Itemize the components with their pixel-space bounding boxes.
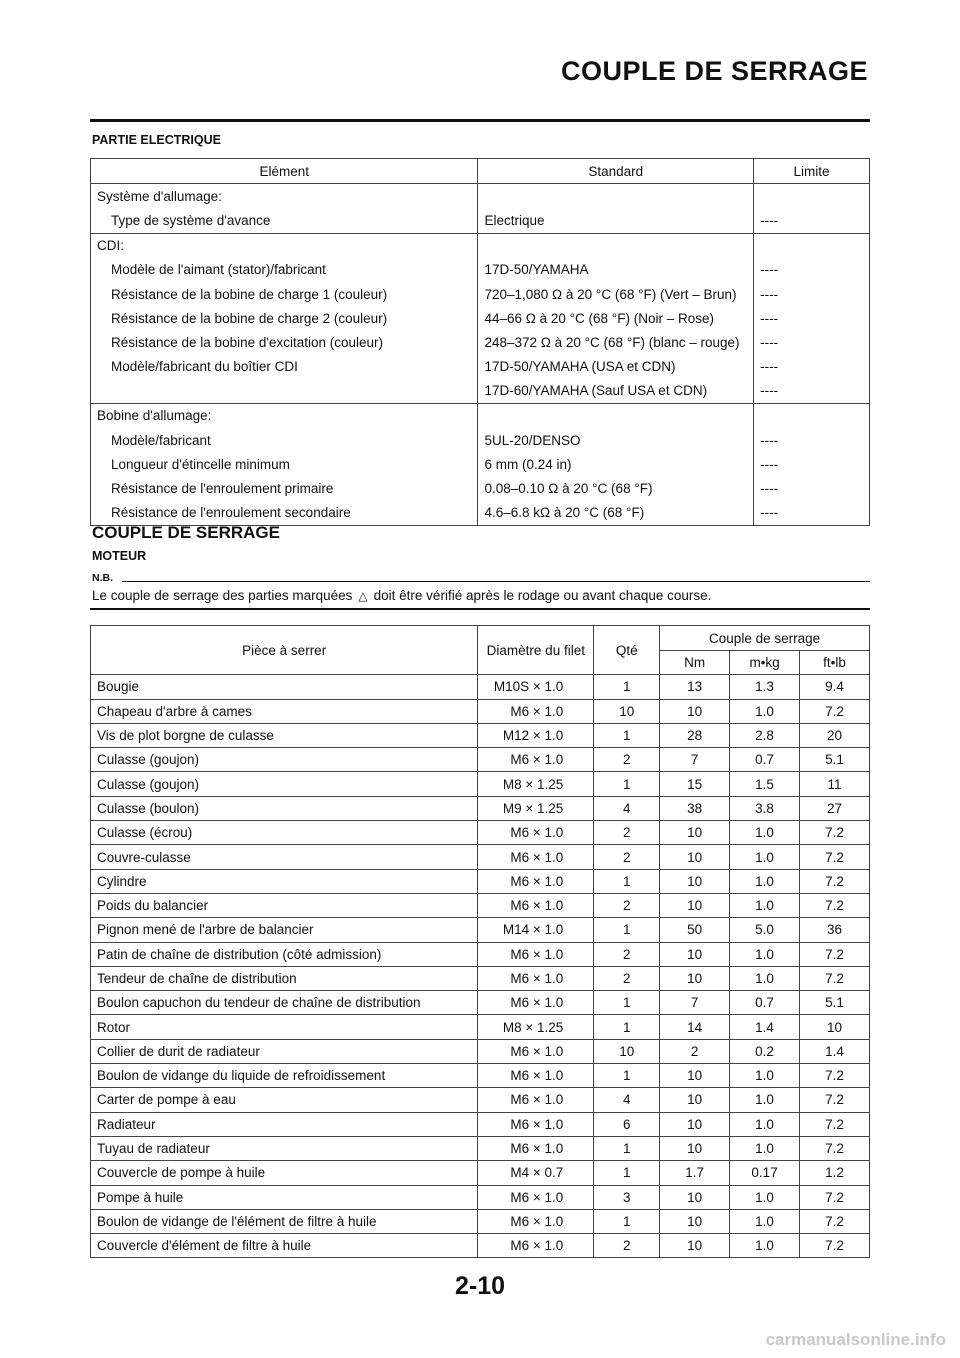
cell-standard [478, 403, 754, 428]
torque-table-row [91, 918, 870, 942]
cell-thread: M6 × 1.0 [478, 1112, 594, 1136]
cell-standard: 44–66 Ω à 20 °C (68 °F) (Noir – Rose) [478, 306, 754, 330]
note-text-before: Le couple de serrage des parties marquées [92, 588, 353, 603]
header-part: Pièce à serrer [91, 626, 478, 675]
cell-part: Couvercle de pompe à huile [91, 1161, 478, 1185]
cell-thread: M6 × 1.0 [478, 942, 594, 966]
cell-nm: 10 [660, 699, 730, 723]
electrical-table-row [91, 476, 870, 500]
cell-nm: 10 [660, 942, 730, 966]
torque-table-row [91, 1039, 870, 1063]
cell-ftlb: 1.4 [800, 1039, 870, 1063]
cell-ftlb: 7.2 [800, 966, 870, 990]
cell-mkg: 0.2 [730, 1039, 800, 1063]
cell-element: Résistance de la bobine de charge 1 (couleur) [91, 282, 478, 306]
cell-limit: ---- [754, 330, 870, 354]
cell-part: Pignon mené de l'arbre de balancier [91, 918, 478, 942]
note-label: N.B. [92, 572, 113, 584]
cell-qty: 10 [594, 699, 660, 723]
cell-limit [754, 184, 870, 209]
cell-mkg: 1.0 [730, 821, 800, 845]
cell-part: Boulon de vidange du liquide de refroidissement [91, 1064, 478, 1088]
cell-part: Culasse (goujon) [91, 772, 478, 796]
cell-mkg: 2.8 [730, 723, 800, 747]
cell-nm: 10 [660, 1136, 730, 1160]
cell-standard [478, 233, 754, 258]
cell-standard: Electrique [478, 208, 754, 233]
electrical-table-header [91, 159, 870, 184]
torque-table-row [91, 748, 870, 772]
cell-standard: 4.6–6.8 kΩ à 20 °C (68 °F) [478, 501, 754, 526]
cell-part: Boulon capuchon du tendeur de chaîne de distribution [91, 991, 478, 1015]
electrical-table-row [91, 379, 870, 404]
cell-standard: 248–372 Ω à 20 °C (68 °F) (blanc – rouge) [478, 330, 754, 354]
cell-thread: M6 × 1.0 [478, 748, 594, 772]
cell-thread: M10S × 1.0 [478, 675, 594, 699]
electrical-table-row [91, 184, 870, 209]
cell-ftlb: 7.2 [800, 1112, 870, 1136]
cell-nm: 10 [660, 966, 730, 990]
cell-nm: 2 [660, 1039, 730, 1063]
cell-qty: 2 [594, 893, 660, 917]
cell-ftlb: 27 [800, 796, 870, 820]
cell-mkg: 1.0 [730, 1185, 800, 1209]
cell-nm: 14 [660, 1015, 730, 1039]
cell-part: Culasse (écrou) [91, 821, 478, 845]
cell-nm: 38 [660, 796, 730, 820]
torque-table-row [91, 845, 870, 869]
header-nm: Nm [660, 651, 730, 675]
torque-table-row [91, 772, 870, 796]
cell-limit [754, 233, 870, 258]
cell-thread: M6 × 1.0 [478, 1234, 594, 1258]
header-standard: Standard [478, 159, 754, 184]
cell-qty: 1 [594, 1064, 660, 1088]
cell-qty: 1 [594, 723, 660, 747]
cell-nm: 7 [660, 991, 730, 1015]
torque-table-row [91, 1088, 870, 1112]
cell-ftlb: 7.2 [800, 1088, 870, 1112]
electrical-table-row [91, 452, 870, 476]
cell-element: Résistance de la bobine de charge 2 (couleur) [91, 306, 478, 330]
cell-mkg: 5.0 [730, 918, 800, 942]
cell-mkg: 0.7 [730, 748, 800, 772]
electrical-table-row [91, 501, 870, 526]
electrical-table-row [91, 428, 870, 452]
cell-element: Bobine d'allumage: [91, 403, 478, 428]
cell-ftlb: 7.2 [800, 1185, 870, 1209]
cell-thread: M6 × 1.0 [478, 845, 594, 869]
cell-nm: 10 [660, 1112, 730, 1136]
cell-mkg: 1.0 [730, 699, 800, 723]
cell-limit: ---- [754, 452, 870, 476]
electrical-table-row [91, 282, 870, 306]
cell-part: Tendeur de chaîne de distribution [91, 966, 478, 990]
header-limit: Limite [754, 159, 870, 184]
cell-standard: 17D-50/YAMAHA (USA et CDN) [478, 355, 754, 379]
torque-table-row [91, 723, 870, 747]
cell-ftlb: 7.2 [800, 1136, 870, 1160]
cell-standard: 0.08–0.10 Ω à 20 °C (68 °F) [478, 476, 754, 500]
cell-qty: 2 [594, 966, 660, 990]
cell-qty: 6 [594, 1112, 660, 1136]
note-text [92, 588, 711, 603]
header-element: Elément [91, 159, 478, 184]
cell-element: Longueur d'étincelle minimum [91, 452, 478, 476]
cell-element: Système d'allumage: [91, 184, 478, 209]
torque-table-row [91, 1136, 870, 1160]
header-ftlb: ft•lb [800, 651, 870, 675]
cell-qty: 1 [594, 675, 660, 699]
electrical-table-row [91, 306, 870, 330]
cell-nm: 50 [660, 918, 730, 942]
cell-qty: 1 [594, 869, 660, 893]
torque-table-row [91, 675, 870, 699]
cell-part: Culasse (boulon) [91, 796, 478, 820]
cell-thread: M6 × 1.0 [478, 1136, 594, 1160]
cell-mkg: 0.17 [730, 1161, 800, 1185]
cell-ftlb: 7.2 [800, 893, 870, 917]
cell-ftlb: 7.2 [800, 699, 870, 723]
torque-table-row [91, 942, 870, 966]
cell-nm: 15 [660, 772, 730, 796]
cell-mkg: 1.0 [730, 942, 800, 966]
section-label-electrical: PARTIE ELECTRIQUE [92, 133, 221, 147]
note-text-after: doit être vérifié après le rodage ou avant chaque course. [373, 588, 712, 603]
cell-part: Patin de chaîne de distribution (côté admission) [91, 942, 478, 966]
cell-qty: 1 [594, 1209, 660, 1233]
cell-part: Poids du balancier [91, 893, 478, 917]
cell-mkg: 1.0 [730, 1064, 800, 1088]
section-title-torque: COUPLE DE SERRAGE [92, 523, 280, 542]
cell-standard: 17D-60/YAMAHA (Sauf USA et CDN) [478, 379, 754, 404]
cell-mkg: 1.3 [730, 675, 800, 699]
cell-qty: 2 [594, 845, 660, 869]
header-rule [90, 119, 870, 122]
electrical-table-row [91, 355, 870, 379]
cell-limit: ---- [754, 258, 870, 282]
cell-nm: 10 [660, 893, 730, 917]
cell-standard: 6 mm (0.24 in) [478, 452, 754, 476]
cell-part: Couvre-culasse [91, 845, 478, 869]
cell-element: Modèle/fabricant du boîtier CDI [91, 355, 478, 379]
cell-qty: 3 [594, 1185, 660, 1209]
cell-qty: 1 [594, 1015, 660, 1039]
cell-part: Bougie [91, 675, 478, 699]
cell-ftlb: 7.2 [800, 1234, 870, 1258]
torque-table-row [91, 966, 870, 990]
cell-ftlb: 5.1 [800, 991, 870, 1015]
cell-element: Résistance de l'enroulement secondaire [91, 501, 478, 526]
cell-element [91, 379, 478, 404]
torque-table-row [91, 796, 870, 820]
cell-ftlb: 7.2 [800, 869, 870, 893]
cell-qty: 10 [594, 1039, 660, 1063]
torque-table-row [91, 869, 870, 893]
electrical-table-row [91, 330, 870, 354]
cell-limit: ---- [754, 379, 870, 404]
cell-thread: M6 × 1.0 [478, 821, 594, 845]
cell-nm: 10 [660, 1064, 730, 1088]
cell-thread: M9 × 1.25 [478, 796, 594, 820]
cell-part: Boulon de vidange de l'élément de filtre à huile [91, 1209, 478, 1233]
note-rule [122, 581, 870, 582]
cell-nm: 7 [660, 748, 730, 772]
section-label-engine: MOTEUR [92, 549, 147, 563]
page-number: 2-10 [454, 1272, 506, 1300]
cell-thread: M12 × 1.0 [478, 723, 594, 747]
cell-thread: M6 × 1.0 [478, 1064, 594, 1088]
cell-qty: 2 [594, 942, 660, 966]
cell-mkg: 1.0 [730, 1112, 800, 1136]
torque-table-row [91, 893, 870, 917]
cell-nm: 28 [660, 723, 730, 747]
cell-mkg: 1.0 [730, 869, 800, 893]
cell-mkg: 0.7 [730, 991, 800, 1015]
cell-mkg: 1.0 [730, 1209, 800, 1233]
cell-qty: 4 [594, 1088, 660, 1112]
header-qty: Qté [594, 626, 660, 675]
cell-thread: M14 × 1.0 [478, 918, 594, 942]
torque-table-row [91, 991, 870, 1015]
cell-mkg: 1.4 [730, 1015, 800, 1039]
header-torque: Couple de serrage [660, 626, 870, 651]
cell-mkg: 1.0 [730, 1234, 800, 1258]
cell-limit [754, 403, 870, 428]
cell-standard: 720–1,080 Ω à 20 °C (68 °F) (Vert – Brun) [478, 282, 754, 306]
cell-thread: M6 × 1.0 [478, 893, 594, 917]
torque-table-row [91, 1185, 870, 1209]
cell-thread: M6 × 1.0 [478, 699, 594, 723]
cell-qty: 1 [594, 1136, 660, 1160]
cell-limit: ---- [754, 501, 870, 526]
cell-ftlb: 7.2 [800, 821, 870, 845]
cell-mkg: 3.8 [730, 796, 800, 820]
cell-part: Culasse (goujon) [91, 748, 478, 772]
cell-thread: M4 × 0.7 [478, 1161, 594, 1185]
cell-ftlb: 10 [800, 1015, 870, 1039]
cell-ftlb: 7.2 [800, 1209, 870, 1233]
cell-nm: 10 [660, 1234, 730, 1258]
cell-qty: 2 [594, 821, 660, 845]
cell-part: Rotor [91, 1015, 478, 1039]
triangle-mark-icon: △ [358, 589, 368, 603]
cell-thread: M6 × 1.0 [478, 991, 594, 1015]
cell-qty: 2 [594, 1234, 660, 1258]
cell-ftlb: 11 [800, 772, 870, 796]
cell-qty: 4 [594, 796, 660, 820]
cell-part: Collier de durit de radiateur [91, 1039, 478, 1063]
torque-table-row [91, 821, 870, 845]
cell-qty: 2 [594, 748, 660, 772]
cell-qty: 1 [594, 918, 660, 942]
cell-element: CDI: [91, 233, 478, 258]
electrical-table-row [91, 208, 870, 233]
cell-ftlb: 20 [800, 723, 870, 747]
cell-qty: 1 [594, 991, 660, 1015]
cell-part: Cylindre [91, 869, 478, 893]
cell-limit: ---- [754, 476, 870, 500]
electrical-table-row [91, 233, 870, 258]
cell-part: Carter de pompe à eau [91, 1088, 478, 1112]
cell-thread: M6 × 1.0 [478, 1088, 594, 1112]
cell-nm: 1.7 [660, 1161, 730, 1185]
cell-nm: 10 [660, 1088, 730, 1112]
cell-mkg: 1.0 [730, 1088, 800, 1112]
cell-element: Modèle de l'aimant (stator)/fabricant [91, 258, 478, 282]
cell-ftlb: 7.2 [800, 942, 870, 966]
cell-thread: M6 × 1.0 [478, 1039, 594, 1063]
torque-table-row [91, 1015, 870, 1039]
torque-table-row [91, 1161, 870, 1185]
cell-element: Résistance de la bobine d'excitation (couleur) [91, 330, 478, 354]
cell-thread: M8 × 1.25 [478, 772, 594, 796]
header-mkg: m•kg [730, 651, 800, 675]
cell-nm: 10 [660, 869, 730, 893]
cell-ftlb: 7.2 [800, 1064, 870, 1088]
note-bottom-rule [90, 608, 870, 610]
cell-part: Vis de plot borgne de culasse [91, 723, 478, 747]
cell-standard: 5UL-20/DENSO [478, 428, 754, 452]
cell-nm: 10 [660, 1185, 730, 1209]
cell-limit: ---- [754, 208, 870, 233]
torque-table [90, 625, 870, 1258]
torque-table-row [91, 1112, 870, 1136]
cell-mkg: 1.0 [730, 966, 800, 990]
cell-thread: M6 × 1.0 [478, 966, 594, 990]
footer-watermark: carmanualsonline.info [765, 1330, 946, 1349]
cell-nm: 10 [660, 845, 730, 869]
cell-element: Modèle/fabricant [91, 428, 478, 452]
cell-part: Tuyau de radiateur [91, 1136, 478, 1160]
cell-ftlb: 1.2 [800, 1161, 870, 1185]
cell-qty: 1 [594, 772, 660, 796]
torque-table-row [91, 1209, 870, 1233]
cell-ftlb: 5.1 [800, 748, 870, 772]
cell-limit: ---- [754, 355, 870, 379]
cell-limit: ---- [754, 306, 870, 330]
cell-standard: 17D-50/YAMAHA [478, 258, 754, 282]
cell-limit: ---- [754, 282, 870, 306]
cell-limit: ---- [754, 428, 870, 452]
cell-thread: M6 × 1.0 [478, 869, 594, 893]
electrical-table-row [91, 403, 870, 428]
cell-qty: 1 [594, 1161, 660, 1185]
cell-element: Résistance de l'enroulement primaire [91, 476, 478, 500]
cell-ftlb: 9.4 [800, 675, 870, 699]
cell-nm: 10 [660, 1209, 730, 1233]
cell-ftlb: 7.2 [800, 845, 870, 869]
cell-thread: M6 × 1.0 [478, 1209, 594, 1233]
electrical-table-row [91, 258, 870, 282]
header-thread: Diamètre du filet [478, 626, 594, 675]
electrical-spec-table [90, 158, 870, 526]
cell-part: Pompe à huile [91, 1185, 478, 1209]
cell-mkg: 1.0 [730, 845, 800, 869]
cell-nm: 10 [660, 821, 730, 845]
cell-element: Type de système d'avance [91, 208, 478, 233]
cell-nm: 13 [660, 675, 730, 699]
page-header-title: COUPLE DE SERRAGE [560, 56, 868, 86]
cell-thread: M8 × 1.25 [478, 1015, 594, 1039]
cell-mkg: 1.0 [730, 893, 800, 917]
torque-table-row [91, 1064, 870, 1088]
torque-table-row [91, 1234, 870, 1258]
cell-part: Radiateur [91, 1112, 478, 1136]
cell-standard [478, 184, 754, 209]
cell-part: Chapeau d'arbre à cames [91, 699, 478, 723]
cell-ftlb: 36 [800, 918, 870, 942]
cell-thread: M6 × 1.0 [478, 1185, 594, 1209]
cell-part: Couvercle d'élément de filtre à huile [91, 1234, 478, 1258]
cell-mkg: 1.0 [730, 1136, 800, 1160]
cell-mkg: 1.5 [730, 772, 800, 796]
torque-table-row [91, 699, 870, 723]
